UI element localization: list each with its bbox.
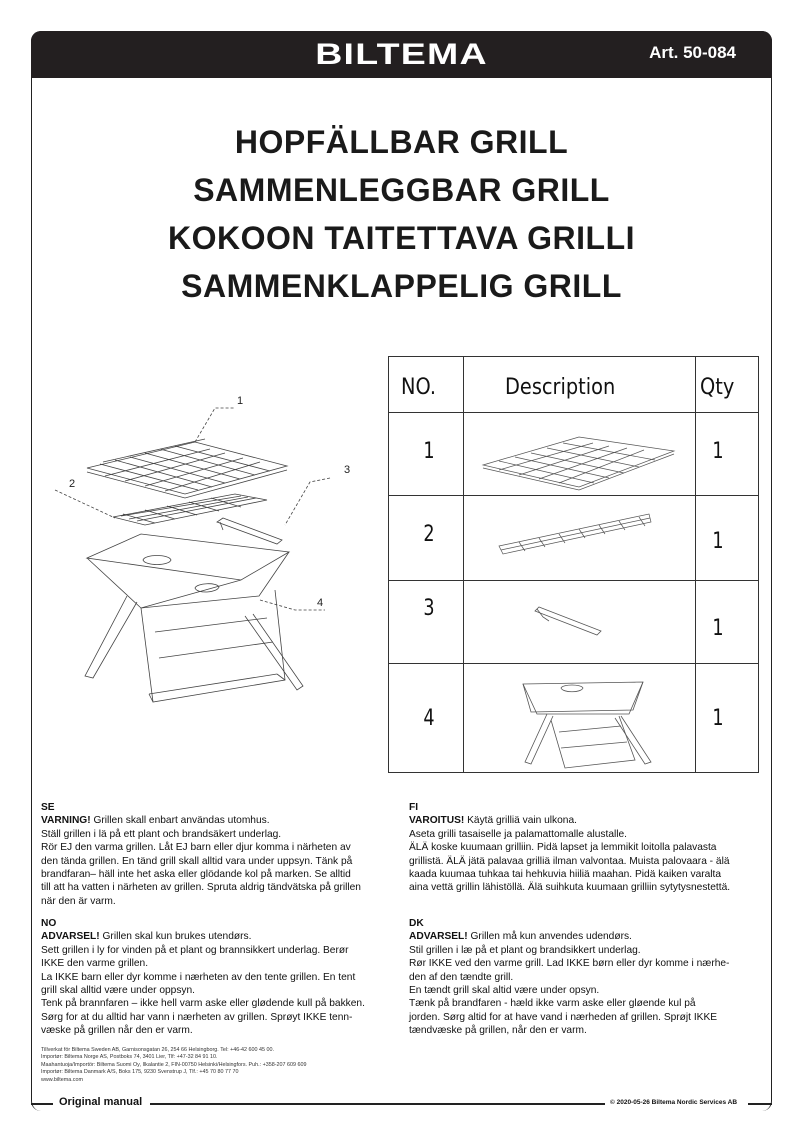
section-no-line: La IKKE barn eller dyr komme i nærheten av den tente grillen. En tent [41,971,356,983]
product-titles [31,118,772,310]
brand-logo: BILTEMA [315,38,488,71]
section-se-line: brandfaran– häll inte het aska eller glödande kol på marken. Se alltid [41,869,351,881]
section-dk-line: jorden. Sørg altid for at have vand i nærheden af grillen. Sprøjt IKKE [409,1011,718,1023]
original-manual-label: Original manual [55,1096,146,1108]
table-row [389,581,758,664]
copyright-notice: © 2020-05-26 Biltema Nordic Services AB [610,1099,738,1106]
part-number: 2 [423,522,435,547]
part-qty: 1 [712,706,724,731]
article-number: Art. 50-084 [649,43,736,62]
part-qty: 1 [712,439,724,464]
section-no-line: væske på grillen når den er varm. [41,1025,193,1037]
table-row [389,413,758,496]
section-dk [409,917,729,1038]
section-fi-line: grillistä. ÄLÄ jätä palavaa grilliä ilman valvontaa. Muista palovaara - älä [409,855,730,867]
importer-info [41,1047,307,1084]
section-no-line: Sett grillen i ly for vinden på et plant og brannsikkert underlag. Berør [41,944,349,956]
section-no-line: Tenk på brannfaren – ikke hell varm aske eller glødende kull på bakken. [41,998,365,1010]
section-fi-line: Käytä grilliä vain ulkona. [464,815,577,827]
title-fi: KOKOON TAITETTAVA GRILLI [167,220,636,256]
part-number: 4 [423,706,435,731]
footer-rule-right [748,1103,772,1105]
section-dk-line: Rør IKKE ved den varme grill. Lad IKKE børn eller dyr komme i nærhe- [409,958,730,970]
part-number: 1 [423,439,435,464]
section-dk-line: Tænk på brandfaren - hæld ikke varm aske eller gløende kul på [409,998,696,1010]
exploded-view-illustration [45,390,345,720]
table-row [389,664,758,774]
header-qty: Qty [700,375,735,400]
section-fi-line: ÄLÄ koske kuumaan grilliin. Pidä lapset ja lemmikit loitolla palavasta [409,842,717,854]
callout-1: 1 [237,395,244,407]
section-dk-warning: ADVARSEL! [409,931,468,943]
section-se-lang: SE [41,802,55,813]
footer-rule-middle [150,1103,605,1105]
grill-grate-icon [469,413,689,496]
table-row [389,496,758,581]
section-fi [409,801,730,895]
table-header [389,357,758,413]
part-qty: 1 [712,529,724,554]
exploded-view-drawing [45,390,351,725]
callout-4: 4 [317,597,324,609]
section-fi-warning: VAROITUS! [409,815,465,827]
section-no [41,917,365,1038]
section-no-line: Grillen skal kun brukes utendørs. [99,931,252,943]
section-se-line: till att ha vatten i närheten av grillen. Spruta aldrig tändvätska på grillen [41,882,361,894]
section-no-lang: NO [41,918,57,929]
section-dk-line: tændvæske på grillen, når den er varm. [409,1025,587,1037]
importer-line: Tillverkat för Biltema Sweden AB, Garnisonsgatan 26, 254 66 Helsingborg. Tel: +46-42 600 45 00. [41,1047,274,1053]
header-no: NO. [401,375,437,400]
callout-3: 3 [344,464,351,476]
section-fi-lang: FI [409,802,419,813]
title-dk: SAMMENKLAPPELIG GRILL [181,268,622,304]
title-no: SAMMENLEGGBAR GRILL [193,172,610,208]
importer-line: Maahantuoja/Importör: Biltema Suomi Oy, Ilkalantie 2, FIN-00750 Helsinki/Helsingfors. Puh.: +358-207 609 609 [41,1061,307,1068]
importer-line: Importør: Biltema Danmark A/S, Boks 175, 9230 Svenstrup J, Tlf.: +45 70 80 77 70 [41,1069,239,1076]
section-se-line: Rör EJ den varma grillen. Låt EJ barn eller djur komma i närheten av [41,842,351,854]
section-se-line: när den är varm. [41,895,116,907]
section-fi-line: Aseta grilli tasaiselle ja palamattomalle alustalle. [409,828,628,840]
importer-line: www.biltema.com [41,1076,83,1083]
importer-line: Importør: Biltema Norge AS, Postboks 74, 3401 Lier, Tlf: +47-32 84 91 10. [41,1054,218,1061]
section-se-line: Grillen skall enbart användas utomhus. [90,815,270,827]
section-dk-lang: DK [409,918,424,929]
section-se [41,801,361,908]
section-se-line: den tända grillen. En tänd grill skall alltid vara under uppsyn. Tänk på [41,855,353,867]
section-dk-line: Grillen må kun anvendes udendørs. [467,931,632,943]
section-fi-line: aina vettä grillin lähistöllä. Älä suihkuta kuumaan grilliin sytytysnestettä. [409,882,731,894]
footer-rule-left [31,1103,53,1105]
section-no-line: IKKE den varme grillen. [41,958,149,970]
section-dk-line: Stil grillen i læ på et plant og brandsikkert underlag. [409,944,641,956]
section-dk-line: En tændt grill skal altid være under opsyn. [409,985,600,997]
support-rod-icon [469,581,689,664]
callout-2: 2 [69,478,76,490]
part-number: 3 [423,596,435,621]
part-qty: 1 [712,616,724,641]
grill-body-icon [469,664,689,774]
charcoal-grate-icon [469,496,689,581]
section-se-warning: VARNING! [41,815,91,827]
section-dk-line: den af den tændte grill. [409,971,514,983]
parts-table [388,356,759,773]
section-no-line: Sørg for at du alltid har vann i nærheten av grillen. Sprøyt IKKE tenn- [41,1011,353,1023]
header-description: Description [505,375,616,400]
section-no-line: grill skal alltid være under oppsyn. [41,985,196,997]
section-no-warning: ADVARSEL! [41,931,100,943]
title-se: HOPFÄLLBAR GRILL [234,124,569,160]
header-bar [31,31,772,78]
section-se-line: Ställ grillen i lä på ett plant och brandsäkert underlag. [41,828,282,840]
section-fi-line: kaada kuumaa tuhkaa tai hehkuvia hiiliä maahan. Pidä kaiken varalta [409,869,722,881]
